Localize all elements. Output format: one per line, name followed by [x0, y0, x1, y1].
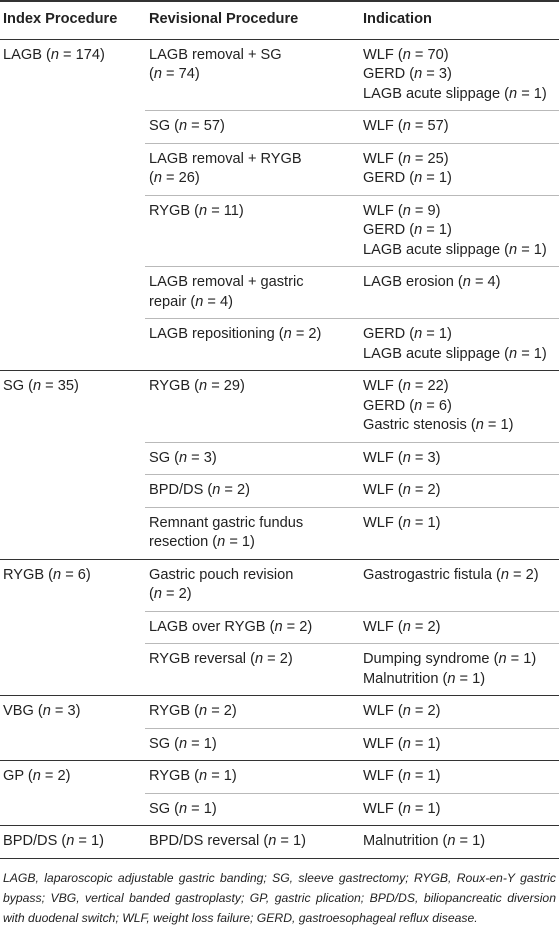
revisional-procedure-cell: [145, 826, 363, 859]
revisional-procedure-cell: [145, 111, 363, 144]
table-row: [0, 442, 559, 475]
revisional-procedure-line: LAGB removal + RYGB: [149, 150, 302, 167]
table-row: [0, 371, 559, 443]
table-row: [0, 143, 559, 195]
revisional-procedure-cell: [145, 195, 363, 267]
table-row: [0, 728, 559, 761]
revisional-procedure-line: SG (n = 1): [149, 735, 217, 752]
revisional-procedure-line: LAGB over RYGB (n = 2): [149, 618, 313, 635]
indication-line: Gastric stenosis (n = 1): [363, 417, 514, 433]
table-row: [0, 826, 559, 859]
indication-cell: [363, 475, 559, 508]
index-procedure-cell: [0, 793, 145, 826]
indication-cell: [363, 793, 559, 826]
revisional-procedure-line: BPD/DS reversal (n = 1): [149, 833, 306, 849]
table-row: [0, 39, 559, 111]
revisional-procedure-line: Remnant gastric fundus: [149, 514, 304, 531]
indication-line: GERD (n = 6): [363, 397, 452, 414]
indication-cell: [363, 826, 559, 859]
header-revisional-procedure: Revisional Procedure: [149, 11, 299, 27]
revisional-procedure-line: RYGB (n = 2): [149, 703, 237, 719]
index-procedure-cell: [0, 611, 145, 644]
revisional-procedure-line: repair (n = 4): [149, 293, 233, 310]
table-row: [0, 111, 559, 144]
indication-line: LAGB acute slippage (n = 1): [363, 85, 547, 102]
index-procedure-cell: VBG (n = 3): [0, 696, 145, 729]
indication-line: GERD (n = 1): [363, 170, 452, 186]
header-row: [0, 1, 559, 39]
table-row: [0, 559, 559, 611]
indication-cell: [363, 267, 559, 319]
indication-line: GERD (n = 1): [363, 222, 452, 238]
table-row: [0, 475, 559, 508]
revisional-procedure-line: SG (n = 1): [149, 800, 217, 817]
revisional-procedure-cell: [145, 761, 363, 794]
revisional-procedure-cell: [145, 507, 363, 559]
header-indication: Indication: [363, 11, 432, 27]
table-row: [0, 644, 559, 696]
revisional-procedure-line: SG (n = 3): [149, 449, 217, 466]
revisional-procedure-line: RYGB (n = 11): [149, 202, 244, 219]
indication-line: LAGB acute slippage (n = 1): [363, 241, 547, 258]
revisional-procedure-line: SG (n = 57): [149, 118, 225, 134]
revisional-procedure-cell: [145, 793, 363, 826]
indication-cell: [363, 111, 559, 144]
revisional-procedure-cell: [145, 559, 363, 611]
indication-cell: [363, 143, 559, 195]
table-row: [0, 507, 559, 559]
indication-cell: [363, 195, 559, 267]
table-row: [0, 793, 559, 826]
table-row: [0, 195, 559, 267]
indication-cell: [363, 559, 559, 611]
index-procedure-cell: [0, 644, 145, 696]
revisional-procedure-line: RYGB (n = 29): [149, 378, 245, 394]
index-procedure-cell: GP (n = 2): [0, 761, 145, 794]
index-procedure-cell: SG (n = 35): [0, 371, 145, 443]
indication-cell: [363, 761, 559, 794]
revisional-procedure-line: LAGB repositioning (n = 2): [149, 326, 322, 342]
revisional-procedure-cell: [145, 39, 363, 111]
revisional-procedure-cell: [145, 611, 363, 644]
table-row: [0, 761, 559, 794]
indication-cell: [363, 319, 559, 371]
revisional-procedure-cell: [145, 696, 363, 729]
revisional-procedure-line: resection (n = 1): [149, 534, 255, 550]
revisional-procedure-line: LAGB removal + SG: [149, 46, 282, 63]
revisional-procedure-line: RYGB reversal (n = 2): [149, 651, 293, 667]
revisional-procedure-line: (n = 26): [149, 170, 200, 186]
revisional-procedure-cell: [145, 728, 363, 761]
table-row: [0, 267, 559, 319]
indication-line: WLF (n = 2): [363, 618, 441, 635]
indication-line: Malnutrition (n = 1): [363, 670, 486, 687]
indication-line: Malnutrition (n = 1): [363, 833, 486, 849]
indication-line: WLF (n = 1): [363, 800, 441, 817]
indication-line: Dumping syndrome (n = 1): [363, 651, 537, 667]
indication-cell: [363, 728, 559, 761]
indication-line: GERD (n = 3): [363, 66, 452, 82]
revisional-procedure-cell: [145, 319, 363, 371]
indication-cell: [363, 696, 559, 729]
indication-line: WLF (n = 25): [363, 150, 449, 167]
indication-line: WLF (n = 2): [363, 482, 441, 498]
indication-cell: [363, 371, 559, 443]
revisional-procedure-cell: [145, 371, 363, 443]
table-body: [0, 39, 559, 858]
indication-cell: [363, 39, 559, 111]
header-index-procedure: Index Procedure: [3, 11, 118, 27]
indication-line: WLF (n = 1): [363, 735, 441, 752]
table-footnote: LAGB, laparoscopic adjustable gastric banding; SG, sleeve gastrectomy; RYGB, Roux-en-Y gastric bypass; VBG, vertical banded gastroplasty; GP, gastric plication; BPD/DS, biliopancreatic diversion with duodenal switch; WLF, weight loss failure; GERD, gastroesophageal reflux disease.: [3, 870, 556, 925]
indication-line: Gastrogastric fistula (n = 2): [363, 566, 539, 583]
indication-line: WLF (n = 9): [363, 202, 441, 219]
indication-cell: [363, 507, 559, 559]
index-procedure-cell: [0, 728, 145, 761]
indication-line: GERD (n = 1): [363, 326, 452, 342]
indication-line: WLF (n = 57): [363, 118, 449, 134]
revisional-procedure-line: (n = 74): [149, 66, 200, 82]
index-procedure-cell: [0, 319, 145, 371]
index-procedure-cell: BPD/DS (n = 1): [0, 826, 145, 859]
revisional-procedure-cell: [145, 475, 363, 508]
revisional-procedure-cell: [145, 644, 363, 696]
table-row: [0, 611, 559, 644]
table-row: [0, 696, 559, 729]
index-procedure-cell: LAGB (n = 174): [3, 46, 105, 63]
revisional-procedure-cell: [145, 143, 363, 195]
index-procedure-cell: [0, 475, 145, 508]
revisional-procedure-line: Gastric pouch revision: [149, 566, 294, 583]
index-procedure-cell: [0, 111, 145, 144]
index-procedure-cell: [0, 143, 145, 195]
revisional-procedure-cell: [145, 267, 363, 319]
indication-line: WLF (n = 3): [363, 449, 441, 466]
indication-line: WLF (n = 1): [363, 768, 441, 784]
indication-line: LAGB acute slippage (n = 1): [363, 345, 547, 362]
indication-line: WLF (n = 70): [363, 46, 449, 63]
indication-line: LAGB erosion (n = 4): [363, 274, 501, 290]
index-procedure-cell: [0, 195, 145, 267]
index-procedure-cell: [0, 442, 145, 475]
revisional-procedure-line: RYGB (n = 1): [149, 768, 237, 784]
indication-cell: [363, 442, 559, 475]
index-procedure-cell: [0, 267, 145, 319]
index-procedure-cell: [0, 507, 145, 559]
revisional-procedure-line: (n = 2): [149, 586, 192, 602]
indication-line: WLF (n = 2): [363, 703, 441, 719]
revisional-procedure-line: LAGB removal + gastric: [149, 274, 304, 290]
table-row: [0, 319, 559, 371]
indication-cell: [363, 644, 559, 696]
indication-line: WLF (n = 1): [363, 514, 441, 531]
index-procedure-cell: RYGB (n = 6): [0, 559, 145, 611]
indication-cell: [363, 611, 559, 644]
revisional-procedure-line: BPD/DS (n = 2): [149, 482, 250, 498]
indication-line: WLF (n = 22): [363, 378, 449, 394]
revisional-procedure-cell: [145, 442, 363, 475]
